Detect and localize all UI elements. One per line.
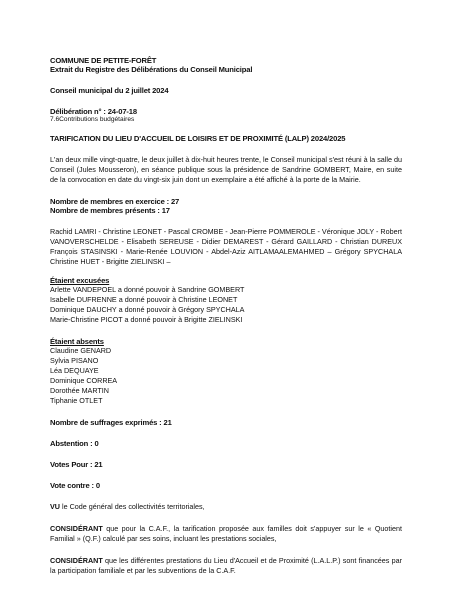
list-item: Léa DEQUAYE bbox=[50, 366, 99, 375]
considerant-keyword: CONSIDÉRANT bbox=[50, 556, 103, 565]
subject-title: TARIFICATION DU LIEU D'ACCUEIL DE LOISIRS ET DE PROXIMITÉ (LALP) 2024/2025 bbox=[50, 134, 346, 143]
deliberation-category: 7.6Contributions budgétaires bbox=[50, 116, 135, 123]
list-item: Dominique CORREA bbox=[50, 376, 118, 385]
vu-keyword: VU bbox=[50, 502, 60, 511]
meeting-title: Conseil municipal du 2 juillet 2024 bbox=[50, 86, 169, 95]
list-item: Isabelle DUFRENNE a donné pouvoir à Christine LEONET bbox=[50, 295, 238, 304]
excused-list bbox=[50, 285, 402, 325]
members-present: Nombre de membres présents : 17 bbox=[50, 206, 170, 215]
votes-abstention: Abstention : 0 bbox=[50, 439, 99, 448]
members-in-office: Nombre de membres en exercice : 27 bbox=[50, 197, 180, 206]
considerant-text: que les différentes prestations du Lieu d'Accueil et de Proximité (L.A.L.P.) sont financées par la participation familiale et par les subventions de la C.A.F. bbox=[50, 556, 402, 575]
list-item: Sylvia PISANO bbox=[50, 356, 99, 365]
list-item: Arlette VANDEPOEL a donné pouvoir à Sandrine GOMBERT bbox=[50, 285, 245, 294]
considerant-clause-1 bbox=[50, 524, 402, 544]
deliberation-number: Délibération n° : 24-07-18 bbox=[50, 107, 137, 116]
list-item: Tiphanie OTLET bbox=[50, 396, 103, 405]
excused-heading: Étaient excusées bbox=[50, 276, 110, 285]
votes-against: Vote contre : 0 bbox=[50, 481, 100, 490]
vu-text: le Code général des collectivités territoriales, bbox=[60, 502, 205, 511]
commune-name: COMMUNE DE PETITE-FORÊT bbox=[50, 56, 157, 65]
list-item: Claudine GENARD bbox=[50, 346, 112, 355]
register-extract: Extrait du Registre des Délibérations du Conseil Municipal bbox=[50, 65, 253, 74]
present-members-list: Rachid LAMRI - Christine LEONET - Pascal CROMBE - Jean-Pierre POMMEROLE - Véronique JOLY - Robert VANOVERSCHELDE - Elisabeth SEREUSE - Didier DEMAREST - Gérard GAILLARD - Christian DUREUX François STASINSKI - Marie-Renée LOUVION - Abdel-Aziz AITLAMAALEMAHMED – Grégory SPYCHALA Christine HUET - Brigitte ZIELINSKI – bbox=[50, 227, 402, 266]
intro-paragraph: L'an deux mille vingt-quatre, le deux juillet à dix-huit heures trente, le Conseil municipal s'est réuni à la salle du Conseil (Jules Mousseron), en séance publique sous la présidence de Sandrine GOMBERT, Maire, en suite de la convocation en date du vingt-six juin dont un exemplaire a été affiché à la porte de la Mairie. bbox=[50, 155, 402, 184]
votes-for: Votes Pour : 21 bbox=[50, 460, 103, 469]
considerant-clause-2 bbox=[50, 556, 402, 576]
list-item: Marie-Christine PICOT a donné pouvoir à Brigitte ZIELINSKI bbox=[50, 315, 243, 324]
votes-expressed: Nombre de suffrages exprimés : 21 bbox=[50, 418, 172, 427]
considerant-text: que pour la C.A.F., la tarification proposée aux familles doit s'appuyer sur le « Quotient Familial » (Q.F.) calculé par ses soins, incluant les prestations sociales, bbox=[50, 524, 402, 543]
considerant-keyword: CONSIDÉRANT bbox=[50, 524, 103, 533]
list-item: Dorothée MARTIN bbox=[50, 386, 109, 395]
document-page bbox=[50, 56, 402, 576]
list-item: Dominique DAUCHY a donné pouvoir à Grégory SPYCHALA bbox=[50, 305, 245, 314]
absent-heading: Étaient absents bbox=[50, 337, 104, 346]
absent-list bbox=[50, 346, 402, 406]
vu-clause bbox=[50, 502, 402, 512]
